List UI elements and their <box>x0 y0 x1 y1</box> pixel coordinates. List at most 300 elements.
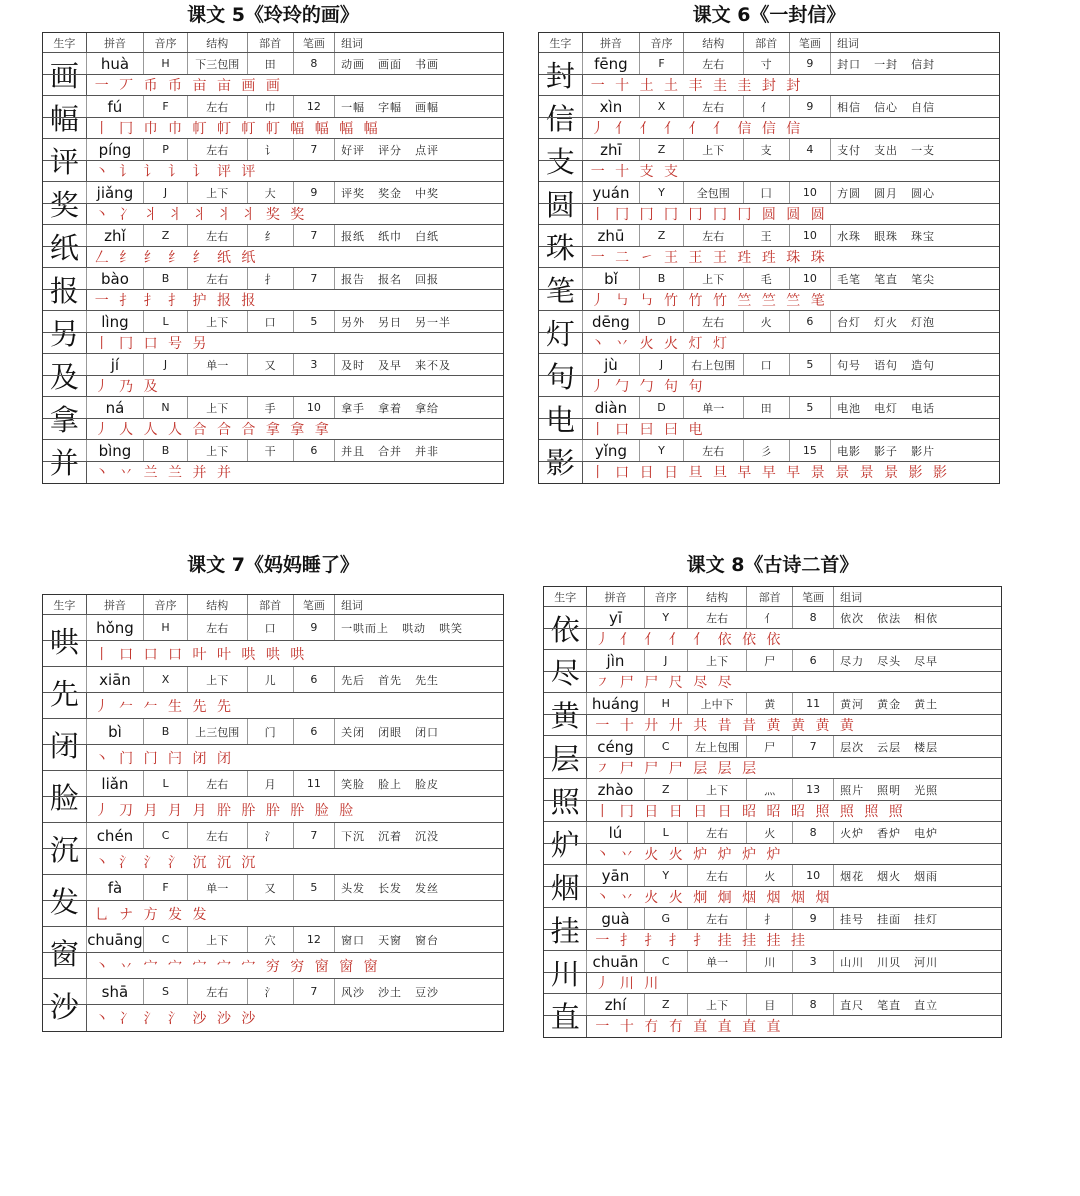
stroke-order: ㇇ 尸 尸 尺 尽 尽 <box>595 675 735 691</box>
example-word: 头发 <box>341 881 366 895</box>
character-entry <box>544 865 1001 908</box>
example-word: 书画 <box>415 57 440 71</box>
radical: 氵 <box>248 823 294 848</box>
radical: 亻 <box>744 96 790 117</box>
column-header: 笔画 <box>793 587 834 606</box>
example-word: 层次 <box>840 740 865 754</box>
big-character: 影 <box>539 440 583 483</box>
stroke-count: 6 <box>790 311 831 332</box>
example-word: 眼珠 <box>874 229 899 243</box>
big-character: 哄 <box>43 615 87 666</box>
big-character: 评 <box>43 139 87 181</box>
pinyin: chén <box>87 823 145 848</box>
pinyin: shā <box>87 979 145 1004</box>
example-word: 评分 <box>378 143 403 157</box>
stroke-count: 6 <box>294 719 335 744</box>
big-character: 信 <box>539 96 583 138</box>
pinyin: bìng <box>87 440 145 461</box>
column-header: 生字 <box>43 33 87 52</box>
stroke-order: 丶 氵 氵 氵 沉 沉 沉 <box>94 854 259 871</box>
table-header <box>544 587 1001 607</box>
character-entry <box>43 979 503 1031</box>
big-character: 依 <box>544 607 587 649</box>
example-word: 一支 <box>911 143 936 157</box>
column-header: 生字 <box>539 33 583 52</box>
character-entry <box>539 139 999 182</box>
table-header <box>539 33 999 53</box>
example-word: 黄河 <box>840 697 865 711</box>
example-word: 首先 <box>378 673 403 687</box>
stroke-order: 丶 丷 火 火 炯 炯 烟 烟 烟 烟 <box>595 890 833 906</box>
info-row <box>539 311 999 333</box>
structure: 上下 <box>188 927 248 952</box>
radical: 亻 <box>747 607 793 628</box>
example-word: 封口 <box>837 57 862 71</box>
word-list <box>335 397 503 418</box>
example-word: 沉着 <box>378 829 403 843</box>
initial-letter: J <box>144 182 188 203</box>
example-word: 照片 <box>840 783 865 797</box>
character-table <box>42 594 504 1032</box>
character-entry <box>43 268 503 311</box>
radical: 尸 <box>747 736 793 757</box>
pinyin: huáng <box>587 693 644 714</box>
info-row <box>544 951 1001 973</box>
pinyin: huà <box>87 53 145 74</box>
structure: 左右 <box>684 311 744 332</box>
stroke-order: 丶 冫 氵 氵 沙 沙 沙 <box>94 1010 259 1027</box>
example-word: 挂面 <box>877 912 902 926</box>
big-character: 沉 <box>43 823 87 874</box>
info-row <box>43 771 503 797</box>
example-word: 挂号 <box>840 912 865 926</box>
char-column-spacer <box>43 719 87 744</box>
char-column-spacer <box>544 693 587 714</box>
word-list <box>335 927 503 952</box>
example-word: 回报 <box>415 272 440 286</box>
pinyin: fēng <box>583 53 641 74</box>
info-row <box>43 354 503 376</box>
character-entry <box>43 53 503 96</box>
info-row <box>539 96 999 118</box>
character-entry <box>539 182 999 225</box>
example-word: 直尺 <box>840 998 865 1012</box>
example-word: 川贝 <box>877 955 902 969</box>
character-entry <box>544 693 1001 736</box>
stroke-order: 丨 冂 口 号 另 <box>94 336 210 352</box>
stroke-order: 丿 ㇉ ㇉ 竹 竹 竹 竺 竺 竺 笔 <box>590 293 828 309</box>
example-word: 动画 <box>341 57 366 71</box>
word-list <box>831 182 999 203</box>
big-character: 闭 <box>43 719 87 770</box>
example-word: 黄土 <box>914 697 939 711</box>
character-entry <box>43 182 503 225</box>
word-list <box>831 354 999 375</box>
character-entry <box>43 875 503 927</box>
example-word: 语句 <box>874 358 899 372</box>
pinyin: bǐ <box>583 268 641 289</box>
example-word: 影子 <box>874 444 899 458</box>
character-entry <box>43 615 503 667</box>
radical: 灬 <box>747 779 793 800</box>
stroke-count: 10 <box>793 865 834 886</box>
structure: 左右 <box>684 96 744 117</box>
radical: 扌 <box>747 908 793 929</box>
initial-letter: C <box>144 823 188 848</box>
structure: 单一 <box>688 951 747 972</box>
info-row <box>544 779 1001 801</box>
structure: 上下 <box>688 650 747 671</box>
radical: 手 <box>248 397 294 418</box>
character-entry <box>544 779 1001 822</box>
info-row <box>43 719 503 745</box>
structure: 左右 <box>688 607 747 628</box>
initial-letter: B <box>640 268 684 289</box>
big-character: 窗 <box>43 927 87 978</box>
stroke-count: 9 <box>294 615 335 640</box>
pinyin: bào <box>87 268 145 289</box>
big-character: 发 <box>43 875 87 926</box>
example-word: 先后 <box>341 673 366 687</box>
example-word: 中奖 <box>415 186 440 200</box>
column-header: 拼音 <box>87 595 145 614</box>
example-word: 奖金 <box>378 186 403 200</box>
example-word: 信封 <box>911 57 936 71</box>
example-word: 评奖 <box>341 186 366 200</box>
info-row <box>43 397 503 419</box>
structure: 左右 <box>188 225 248 246</box>
stroke-order: 丨 冂 冂 冂 冂 冂 冂 圆 圆 圆 <box>590 207 828 223</box>
example-word: 笔直 <box>874 272 899 286</box>
radical: 田 <box>744 397 790 418</box>
info-row <box>43 615 503 641</box>
stroke-count: 7 <box>294 225 335 246</box>
stroke-order: 丿 亻 亻 亻 亻 亻 信 信 信 <box>590 121 804 137</box>
example-word: 另外 <box>341 315 366 329</box>
column-header: 生字 <box>544 587 587 606</box>
stroke-order: 一 十 支 支 <box>590 164 682 180</box>
structure: 单一 <box>684 397 744 418</box>
example-word: 拿着 <box>378 401 403 415</box>
character-entry <box>539 440 999 483</box>
stroke-order: 丨 口 曰 曰 电 <box>590 422 706 438</box>
example-word: 笔尖 <box>911 272 936 286</box>
column-header: 笔画 <box>294 33 335 52</box>
structure: 左右 <box>688 908 747 929</box>
example-word: 尽头 <box>877 654 902 668</box>
stroke-count: 8 <box>294 53 335 74</box>
big-character: 电 <box>539 397 583 439</box>
radical: 扌 <box>248 268 294 289</box>
stroke-count: 9 <box>294 182 335 203</box>
column-header: 拼音 <box>583 33 641 52</box>
word-list <box>834 693 1001 714</box>
char-column-spacer <box>43 268 87 289</box>
stroke-order: 丶 讠 讠 讠 讠 评 评 <box>94 164 259 180</box>
example-word: 并且 <box>341 444 366 458</box>
example-word: 灯火 <box>874 315 899 329</box>
char-column-spacer <box>539 397 583 418</box>
character-entry <box>539 96 999 139</box>
character-entry <box>539 397 999 440</box>
structure: 下三包围 <box>188 53 248 74</box>
stroke-order: 一 丆 币 币 亩 亩 画 画 <box>94 78 283 94</box>
initial-letter: D <box>640 311 684 332</box>
pinyin: lú <box>587 822 644 843</box>
big-character: 先 <box>43 667 87 718</box>
structure: 左右 <box>188 268 248 289</box>
char-column-spacer <box>43 53 87 74</box>
character-entry <box>43 96 503 139</box>
info-row <box>539 182 999 204</box>
example-word: 电灯 <box>874 401 899 415</box>
initial-letter: Z <box>645 994 688 1015</box>
stroke-count: 5 <box>294 875 335 900</box>
char-column-spacer <box>544 607 587 628</box>
char-column-spacer <box>544 736 587 757</box>
structure: 左右 <box>688 865 747 886</box>
column-header: 部首 <box>248 595 294 614</box>
stroke-count: 10 <box>790 182 831 203</box>
char-column-spacer <box>43 182 87 203</box>
example-word: 沙土 <box>378 985 403 999</box>
character-entry <box>43 771 503 823</box>
example-word: 造句 <box>911 358 936 372</box>
initial-letter: H <box>645 693 688 714</box>
stroke-count: 5 <box>294 311 335 332</box>
big-character: 沙 <box>43 979 87 1031</box>
example-word: 直立 <box>914 998 939 1012</box>
stroke-order: 丶 丷 火 火 灯 灯 <box>590 336 730 352</box>
word-list <box>335 354 503 375</box>
stroke-order: 丿 亻 亻 亻 亻 依 依 依 <box>595 632 784 648</box>
stroke-count: 8 <box>793 822 834 843</box>
char-column-spacer <box>43 667 87 692</box>
pinyin: píng <box>87 139 145 160</box>
example-word: 纸巾 <box>378 229 403 243</box>
pinyin: lìng <box>87 311 145 332</box>
pinyin: céng <box>587 736 644 757</box>
example-word: 白纸 <box>415 229 440 243</box>
structure: 右上包围 <box>684 354 744 375</box>
char-column-spacer <box>544 908 587 929</box>
char-column-spacer <box>539 354 583 375</box>
structure: 上下 <box>188 182 248 203</box>
stroke-order: 丨 口 日 日 旦 旦 早 早 早 景 景 景 景 影 影 <box>590 465 950 481</box>
pinyin: yuán <box>583 182 641 203</box>
radical: 黄 <box>747 693 793 714</box>
word-list <box>335 719 503 744</box>
char-column-spacer <box>544 951 587 972</box>
initial-letter: F <box>144 96 188 117</box>
big-character: 灯 <box>539 311 583 353</box>
stroke-count: 9 <box>790 96 831 117</box>
radical: 目 <box>747 994 793 1015</box>
structure: 左右 <box>188 979 248 1004</box>
stroke-count: 7 <box>294 139 335 160</box>
char-column-spacer <box>539 139 583 160</box>
example-word: 天窗 <box>378 933 403 947</box>
word-list <box>834 822 1001 843</box>
stroke-count: 15 <box>790 440 831 461</box>
initial-letter: Y <box>640 440 684 461</box>
radical: 王 <box>744 225 790 246</box>
big-character: 拿 <box>43 397 87 439</box>
word-list <box>831 268 999 289</box>
char-column-spacer <box>539 440 583 461</box>
stroke-count: 5 <box>790 397 831 418</box>
character-entry <box>43 927 503 979</box>
stroke-count: 7 <box>294 823 335 848</box>
info-row <box>539 268 999 290</box>
character-entry <box>43 139 503 182</box>
radical: 口 <box>248 311 294 332</box>
char-column-spacer <box>43 354 87 375</box>
structure: 上下 <box>188 311 248 332</box>
pinyin: zhī <box>583 139 641 160</box>
stroke-count: 3 <box>793 951 834 972</box>
column-header: 笔画 <box>790 33 831 52</box>
info-row <box>43 979 503 1005</box>
example-word: 方圆 <box>837 186 862 200</box>
stroke-count: 10 <box>790 268 831 289</box>
stroke-order: 丶 门 门 闩 闭 闭 <box>94 750 234 767</box>
stroke-count: 10 <box>294 397 335 418</box>
word-list <box>834 736 1001 757</box>
radical: 大 <box>248 182 294 203</box>
info-row <box>544 693 1001 715</box>
word-list <box>335 268 503 289</box>
column-header: 音序 <box>640 33 684 52</box>
stroke-order: 一 十 冇 冇 直 直 直 直 <box>595 1019 784 1035</box>
pinyin: fà <box>87 875 145 900</box>
char-column-spacer <box>43 823 87 848</box>
stroke-count: 4 <box>790 139 831 160</box>
radical: 囗 <box>744 182 790 203</box>
column-header: 结构 <box>188 33 248 52</box>
pinyin: jù <box>583 354 641 375</box>
word-list <box>335 771 503 796</box>
info-row <box>43 96 503 118</box>
example-word: 及时 <box>341 358 366 372</box>
example-word: 光照 <box>914 783 939 797</box>
character-entry <box>544 822 1001 865</box>
word-list <box>335 979 503 1004</box>
structure: 左右 <box>188 96 248 117</box>
stroke-order: ㇇ 尸 尸 尸 层 层 层 <box>595 761 760 777</box>
pinyin: yī <box>587 607 644 628</box>
stroke-count: 7 <box>294 979 335 1004</box>
big-character: 画 <box>43 53 87 95</box>
example-word: 一哄而上 <box>341 621 390 635</box>
radical: 讠 <box>248 139 294 160</box>
character-entry <box>43 354 503 397</box>
initial-letter: J <box>144 354 188 375</box>
word-list <box>831 311 999 332</box>
example-word: 圆心 <box>911 186 936 200</box>
structure: 左右 <box>684 53 744 74</box>
stroke-count: 8 <box>793 607 834 628</box>
character-entry <box>43 719 503 771</box>
column-header: 组词 <box>341 36 364 50</box>
example-word: 哄动 <box>402 621 427 635</box>
radical: 火 <box>747 865 793 886</box>
example-word: 灯泡 <box>911 315 936 329</box>
stroke-count: 12 <box>294 927 335 952</box>
info-row <box>43 875 503 901</box>
example-word: 哄笑 <box>439 621 464 635</box>
big-character: 脸 <box>43 771 87 822</box>
info-row <box>544 865 1001 887</box>
initial-letter: H <box>144 615 188 640</box>
character-entry <box>544 908 1001 951</box>
stroke-count: 7 <box>793 736 834 757</box>
char-column-spacer <box>539 268 583 289</box>
pinyin: jìn <box>587 650 644 671</box>
radical: 干 <box>248 440 294 461</box>
initial-letter: D <box>640 397 684 418</box>
radical: 穴 <box>248 927 294 952</box>
word-list <box>831 440 999 461</box>
pinyin: dēng <box>583 311 641 332</box>
initial-letter: C <box>144 927 188 952</box>
example-word: 楼层 <box>914 740 939 754</box>
character-table <box>42 32 504 484</box>
example-word: 电池 <box>837 401 862 415</box>
char-column-spacer <box>43 979 87 1004</box>
example-word: 窗台 <box>415 933 440 947</box>
stroke-order: 一 十 廾 廾 共 昔 昔 黄 黄 黄 黄 <box>595 718 857 734</box>
big-character: 句 <box>539 354 583 396</box>
structure: 上三包围 <box>188 719 248 744</box>
char-column-spacer <box>544 779 587 800</box>
initial-letter: Y <box>645 607 688 628</box>
example-word: 毛笔 <box>837 272 862 286</box>
char-column-spacer <box>544 650 587 671</box>
structure: 上下 <box>188 397 248 418</box>
stroke-order: 丿 刀 月 月 月 肸 肸 肸 肸 脸 脸 <box>94 802 357 819</box>
radical: 氵 <box>248 979 294 1004</box>
stroke-order: 丶 丷 宀 宀 宀 宀 宀 穷 穷 窗 窗 窗 <box>94 958 381 975</box>
example-word: 并非 <box>415 444 440 458</box>
radical: 巾 <box>248 96 294 117</box>
info-row <box>539 139 999 161</box>
structure: 左右 <box>188 615 248 640</box>
character-entry <box>539 225 999 268</box>
char-column-spacer <box>539 96 583 117</box>
stroke-count: 13 <box>793 779 834 800</box>
stroke-count: 9 <box>790 53 831 74</box>
structure: 左右 <box>684 225 744 246</box>
radical: 火 <box>747 822 793 843</box>
structure: 左右 <box>688 822 747 843</box>
example-word: 火炉 <box>840 826 865 840</box>
word-list <box>335 139 503 160</box>
example-word: 长发 <box>378 881 403 895</box>
big-character: 另 <box>43 311 87 353</box>
radical: 寸 <box>744 53 790 74</box>
word-list <box>335 53 503 74</box>
initial-letter: G <box>645 908 688 929</box>
lesson-title: 课文 5《玲玲的画》 <box>187 4 359 26</box>
column-header: 组词 <box>840 590 863 604</box>
example-word: 关闭 <box>341 725 366 739</box>
initial-letter: C <box>645 736 688 757</box>
radical: 又 <box>248 875 294 900</box>
stroke-count: 10 <box>790 225 831 246</box>
radical: 儿 <box>248 667 294 692</box>
stroke-order: 一 十 土 土 丰 圭 圭 封 封 <box>590 78 804 94</box>
